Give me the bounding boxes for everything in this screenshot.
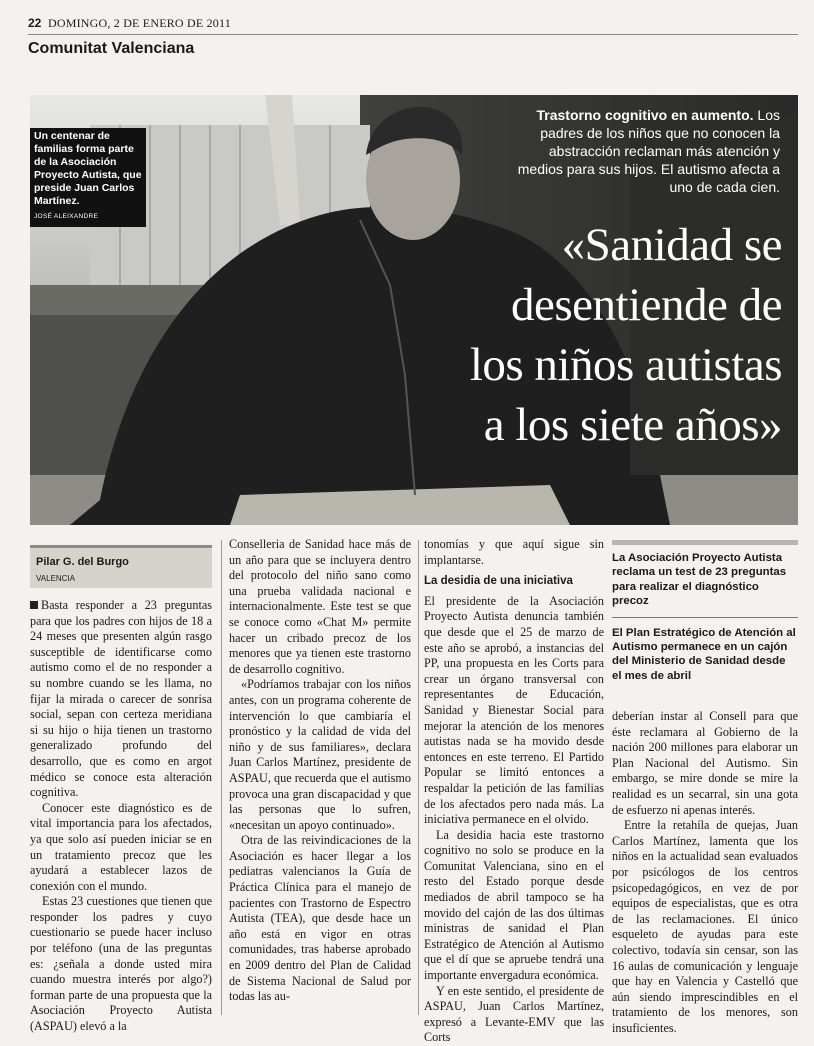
paragraph: Entre la retahíla de quejas, Juan Carlos Martínez, lamenta que los niños en la actualidad sean evaluados por psicólogos de los centros psicopedagógicos, en vez de por equipos de especialistas, que es otra de las reclamaciones. El único esqueleto de ayudas para este colectivo, todavía sin censar, son las 16 aulas de comunicación y lenguaje que hay en Valencia y Castelló que aún siendo imprescindibles en el tratamiento de los menores, son insuficientes. bbox=[612, 818, 798, 1035]
paragraph: tonomías y que aquí sigue sin implantarse. bbox=[424, 537, 604, 567]
column-divider bbox=[221, 540, 222, 1015]
photo-credit: JOSÉ ALEIXANDRE bbox=[34, 213, 99, 220]
headline-line: desentiende de bbox=[511, 279, 782, 331]
lead-square-icon bbox=[30, 601, 38, 609]
headline-line: los niños autistas bbox=[469, 339, 782, 391]
page-number: 22 bbox=[28, 16, 42, 30]
byline bbox=[30, 545, 212, 588]
paragraph: El presidente de la Asociación Proyecto Autista denuncia también que desde que el 25 de marzo de este año se aprobó, a instancias del PP, una propuesta en les Corts para crear un órgano transversal con representantes de Educación, Sanidad y Bienestar Social para mejorar la atención de los menores autistas nada se ha movido desde entonces en este terreno. El Partido Popular se limitó entonces a respaldar la petición de las familias de los afectados pero nada más. La iniciativa permanece en el olvido. bbox=[424, 593, 604, 827]
column-divider bbox=[418, 540, 419, 1015]
author-name: Pilar G. del Burgo bbox=[36, 556, 129, 568]
highlight-item: El Plan Estratégico de Atención al Autismo permanece en un cajón del Ministerio de Sanidad desde el mes de abril bbox=[612, 626, 796, 682]
article-column-1 bbox=[30, 598, 212, 1035]
article-column-4 bbox=[612, 709, 798, 1036]
section-title: Comunitat Valenciana bbox=[28, 40, 195, 57]
article-column-3 bbox=[424, 537, 604, 1046]
paragraph: Basta responder a 23 preguntas para que los padres con hijos de 18 a 24 meses que presenten algún rasgo susceptible de identificarse como autismo como el de no responder a su nombre cuando se les llama, no fijar la mirada o carecer de sonrisa social, sepan con certeza meridiana si su hijo o hija tienen un trastorno generalizado profundo del desarrollo, que es como en argot médico se conoce esta alteración cognitiva. bbox=[30, 598, 212, 800]
headline bbox=[400, 215, 782, 455]
kicker-text: Los padres de los niños que no conocen la abstracción reclaman más atención y medios para sus hijos. El autismo afecta a uno de cada cien. bbox=[517, 107, 780, 195]
issue-date: DOMINGO, 2 DE ENERO DE 2011 bbox=[48, 16, 231, 30]
page-header bbox=[28, 14, 798, 35]
subheading: La desidia de una iniciativa bbox=[424, 575, 573, 588]
paragraph: Y en este sentido, el presidente de ASPAU, Juan Carlos Martínez, expresó a Levante-EMV que las Corts bbox=[424, 983, 604, 1045]
kicker-lead: Trastorno cognitivo en aumento. bbox=[536, 107, 754, 123]
photo-caption bbox=[30, 128, 146, 227]
caption-text: Un centenar de familias forma parte de la Asociación Proyecto Autista, que preside Juan Carlos Martínez. bbox=[34, 130, 142, 207]
byline-location: VALENCIA bbox=[36, 574, 75, 583]
paragraph: Otra de las reivindicaciones de la Asociación es hacer llegar a los pediatras valencianos la Guía de Práctica Clínica para el manejo de pacientes con Trastorno de Espectro Autista (TEA), que desde hace un año está en vigor en otras comunidades, tras haberse aprobado en 2009 dentro del Plan de Calidad de Sistema Nacional de Salud por todas las au- bbox=[229, 833, 411, 1004]
headline-line: a los siete años» bbox=[483, 399, 782, 451]
paragraph: Conocer este diagnóstico es de vital importancia para los afectados, ya que solo así pueden iniciar se en un tratamiento precoz que les ayudará a establecer lazos de conexión con el mundo. bbox=[30, 800, 212, 893]
paragraph: La desidia hacia este trastorno cognitivo no solo se produce en la Comunitat Valenciana, sino en el resto del Estado porque desde mediados de abril tampoco se ha movido del cajón de las dos últimas ministras de sanidad el Plan Estratégico de Atención al Autismo que el dí que se apruebe tendrá una importante envergadura económica. bbox=[424, 827, 604, 983]
paragraph: deberían instar al Consell para que éste reclamara al Gobierno de la nación 200 millones para elaborar un Plan Nacional del Autismo. Sin embargo, se mire donde se mire la realidad es un secarral, sin una gota de esfuerzo ni apenas interés. bbox=[612, 709, 798, 817]
paragraph: «Podríamos trabajar con los niños antes, con un programa coherente de intervención lo que cambiaría el pronóstico y la calidad de vida del niño y de sus familiares», declara Juan Carlos Martínez, presidente de ASPAU, que recuerda que el autismo provoca una gran discapacidad y que las personas que lo sufren, «necesitan un apoyo continuado». bbox=[229, 677, 411, 832]
paragraph: Estas 23 cuestiones que tienen que responder los padres y cuyo cuestionario se puede hacer incluso por teléfono (una de las preguntas es: ¿señala a donde usted mira cuando muestra interés por algo?) forman parte de una propuesta que la Asociación Proyecto Autista (ASPAU) elevó a la bbox=[30, 894, 212, 1034]
headline-line: «Sanidad se bbox=[561, 219, 782, 271]
highlights-box bbox=[612, 540, 798, 699]
highlight-item: La Asociación Proyecto Autista reclama un test de 23 preguntas para realizar el diagnóstico precoz bbox=[612, 551, 798, 618]
paragraph: Conselleria de Sanidad hace más de un año para que se incluyera dentro del protocolo del niño sano como una prueba validada nacional e internacionalmente. Este test se que se conoce como «Chat M» permite hacer un cribado precoz de los menores que ya tienen este trastorno de desarrollo cognitivo. bbox=[229, 537, 411, 676]
kicker bbox=[505, 106, 780, 196]
article-column-2 bbox=[229, 537, 411, 1005]
